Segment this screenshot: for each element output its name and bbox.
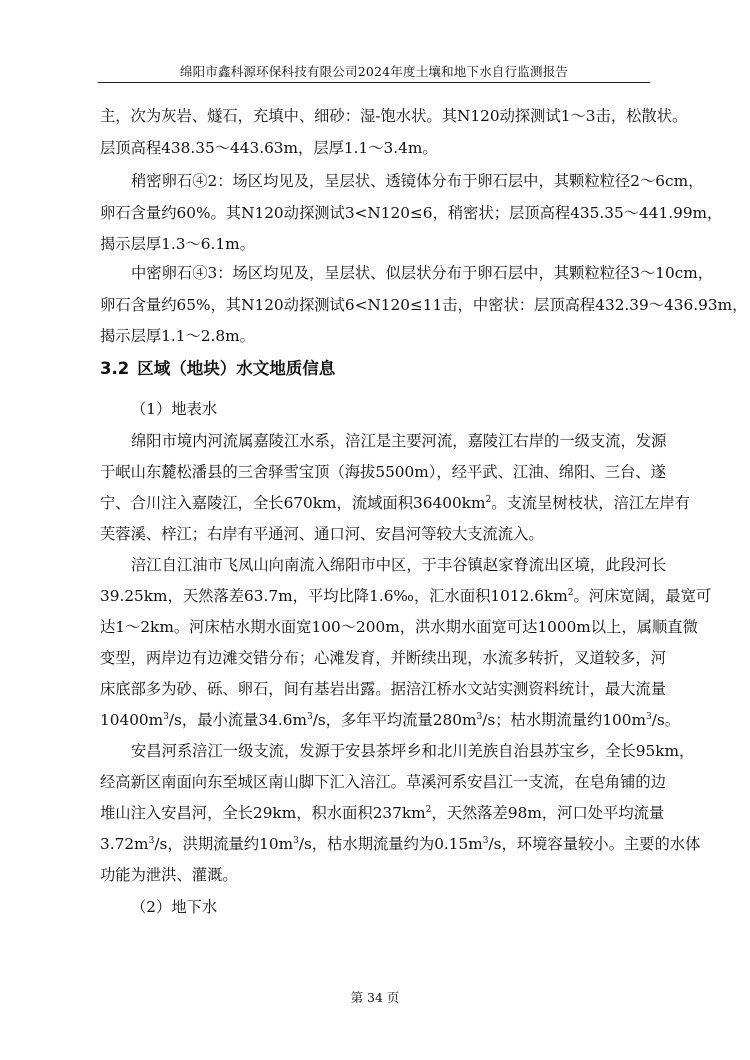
text-line: 变型，两岸边有边滩交错分布；心滩发育，并断续出现，水流多转折，叉道较多，河 bbox=[100, 649, 666, 667]
subheading-surface-water: （1）地表水 bbox=[131, 400, 218, 418]
section-title: 区域（地块）水文地质信息 bbox=[137, 359, 336, 378]
text-line: 功能为泄洪、灌溉。 bbox=[100, 866, 238, 884]
section-heading bbox=[100, 358, 335, 380]
text-line: 卵石含量约65%，其N120动探测试6<N120≤11击，中密状：层顶高程432.39～436.93m， bbox=[100, 296, 748, 314]
header-rule bbox=[98, 82, 650, 83]
text-line: $3.72m^3/s$，洪期流量约$10m^3/s$，枯水期流量约为$0.15m^3/s$，环境容量较小。主要的水体 bbox=[100, 835, 701, 853]
section-number: 3.2 bbox=[100, 359, 130, 378]
text-line: $10400m^3/s$，最小流量$34.6m^3/s$，多年平均流量$280m^3/s$；枯水期流量约$100m^3/s$。 bbox=[100, 711, 681, 729]
page-number: 第 34 页 bbox=[350, 990, 400, 1005]
text-line: 达1～2km。河床枯水期水面宽100～200m，洪水期水面宽可达1000m以上，属顺直微 bbox=[100, 618, 698, 636]
text-line: 卵石含量约60%。其N120动探测试3<N120≤6，稍密状；层顶高程435.35～441.99m， bbox=[100, 204, 723, 222]
text-line: 中密卵石④3：场区均见及，呈层状、似层状分布于卵石层中，其颗粒粒径3～10cm， bbox=[131, 264, 714, 282]
text-line: 主，次为灰岩、燧石，充填中、细砂：湿-饱水状。其N120动探测试1～3击，松散状。 bbox=[100, 107, 688, 125]
text-line: 揭示层厚1.3～6.1m。 bbox=[100, 235, 255, 253]
text-line: 于岷山东麓松潘县的三舍驿雪宝顶（海拔5500m），经平武、江油、绵阳、三台、遂 bbox=[100, 463, 666, 481]
text-line: 揭示层厚1.1～2.8m。 bbox=[100, 327, 255, 345]
page-header: 绵阳市鑫科源环保科技有限公司2024年度土壤和地下水自行监测报告 bbox=[179, 64, 569, 79]
text-line: 床底部多为砂、砾、卵石，间有基岩出露。据涪江桥水文站实测资料统计，最大流量 bbox=[100, 680, 666, 698]
text-line: 稍密卵石④2：场区均见及，呈层状、透镜体分布于卵石层中，其颗粒粒径2～6cm， bbox=[131, 172, 704, 190]
text-line: 芙蓉溪、梓江；右岸有平通河、通口河、安昌河等较大支流流入。 bbox=[100, 525, 544, 543]
text-line: 安昌河系涪江一级支流，发源于安县茶坪乡和北川羌族自治县苏宝乡，全长95km， bbox=[131, 742, 695, 760]
text-line: 堆山注入安昌河，全长29km，积水面积$237km^2$，天然落差98m，河口处平均流量 bbox=[100, 804, 665, 822]
text-line: 绵阳市境内河流属嘉陵江水系，涪江是主要河流，嘉陵江右岸的一级支流，发源 bbox=[131, 432, 667, 450]
text-line: 39.25km，天然落差63.7m，平均比降1.6‰，汇水面积$1012.6km^2$。河床宽阔，最宽可 bbox=[100, 587, 712, 605]
text-line: 涪江自江油市飞凤山向南流入绵阳市中区，于丰谷镇赵家脊流出区境，此段河长 bbox=[131, 556, 667, 574]
text-line: 层顶高程438.35～443.63m，层厚1.1～3.4m。 bbox=[100, 139, 438, 157]
text-line: 宁、合川注入嘉陵江，全长670km，流域面积$36400km^2$。支流呈树枝状，涪江左岸有 bbox=[100, 494, 691, 512]
subheading-groundwater: （2）地下水 bbox=[131, 898, 218, 916]
text-line: 经高新区南面向东至城区南山脚下汇入涪江。草溪河系安昌江一支流，在皂角铺的边 bbox=[100, 773, 666, 791]
